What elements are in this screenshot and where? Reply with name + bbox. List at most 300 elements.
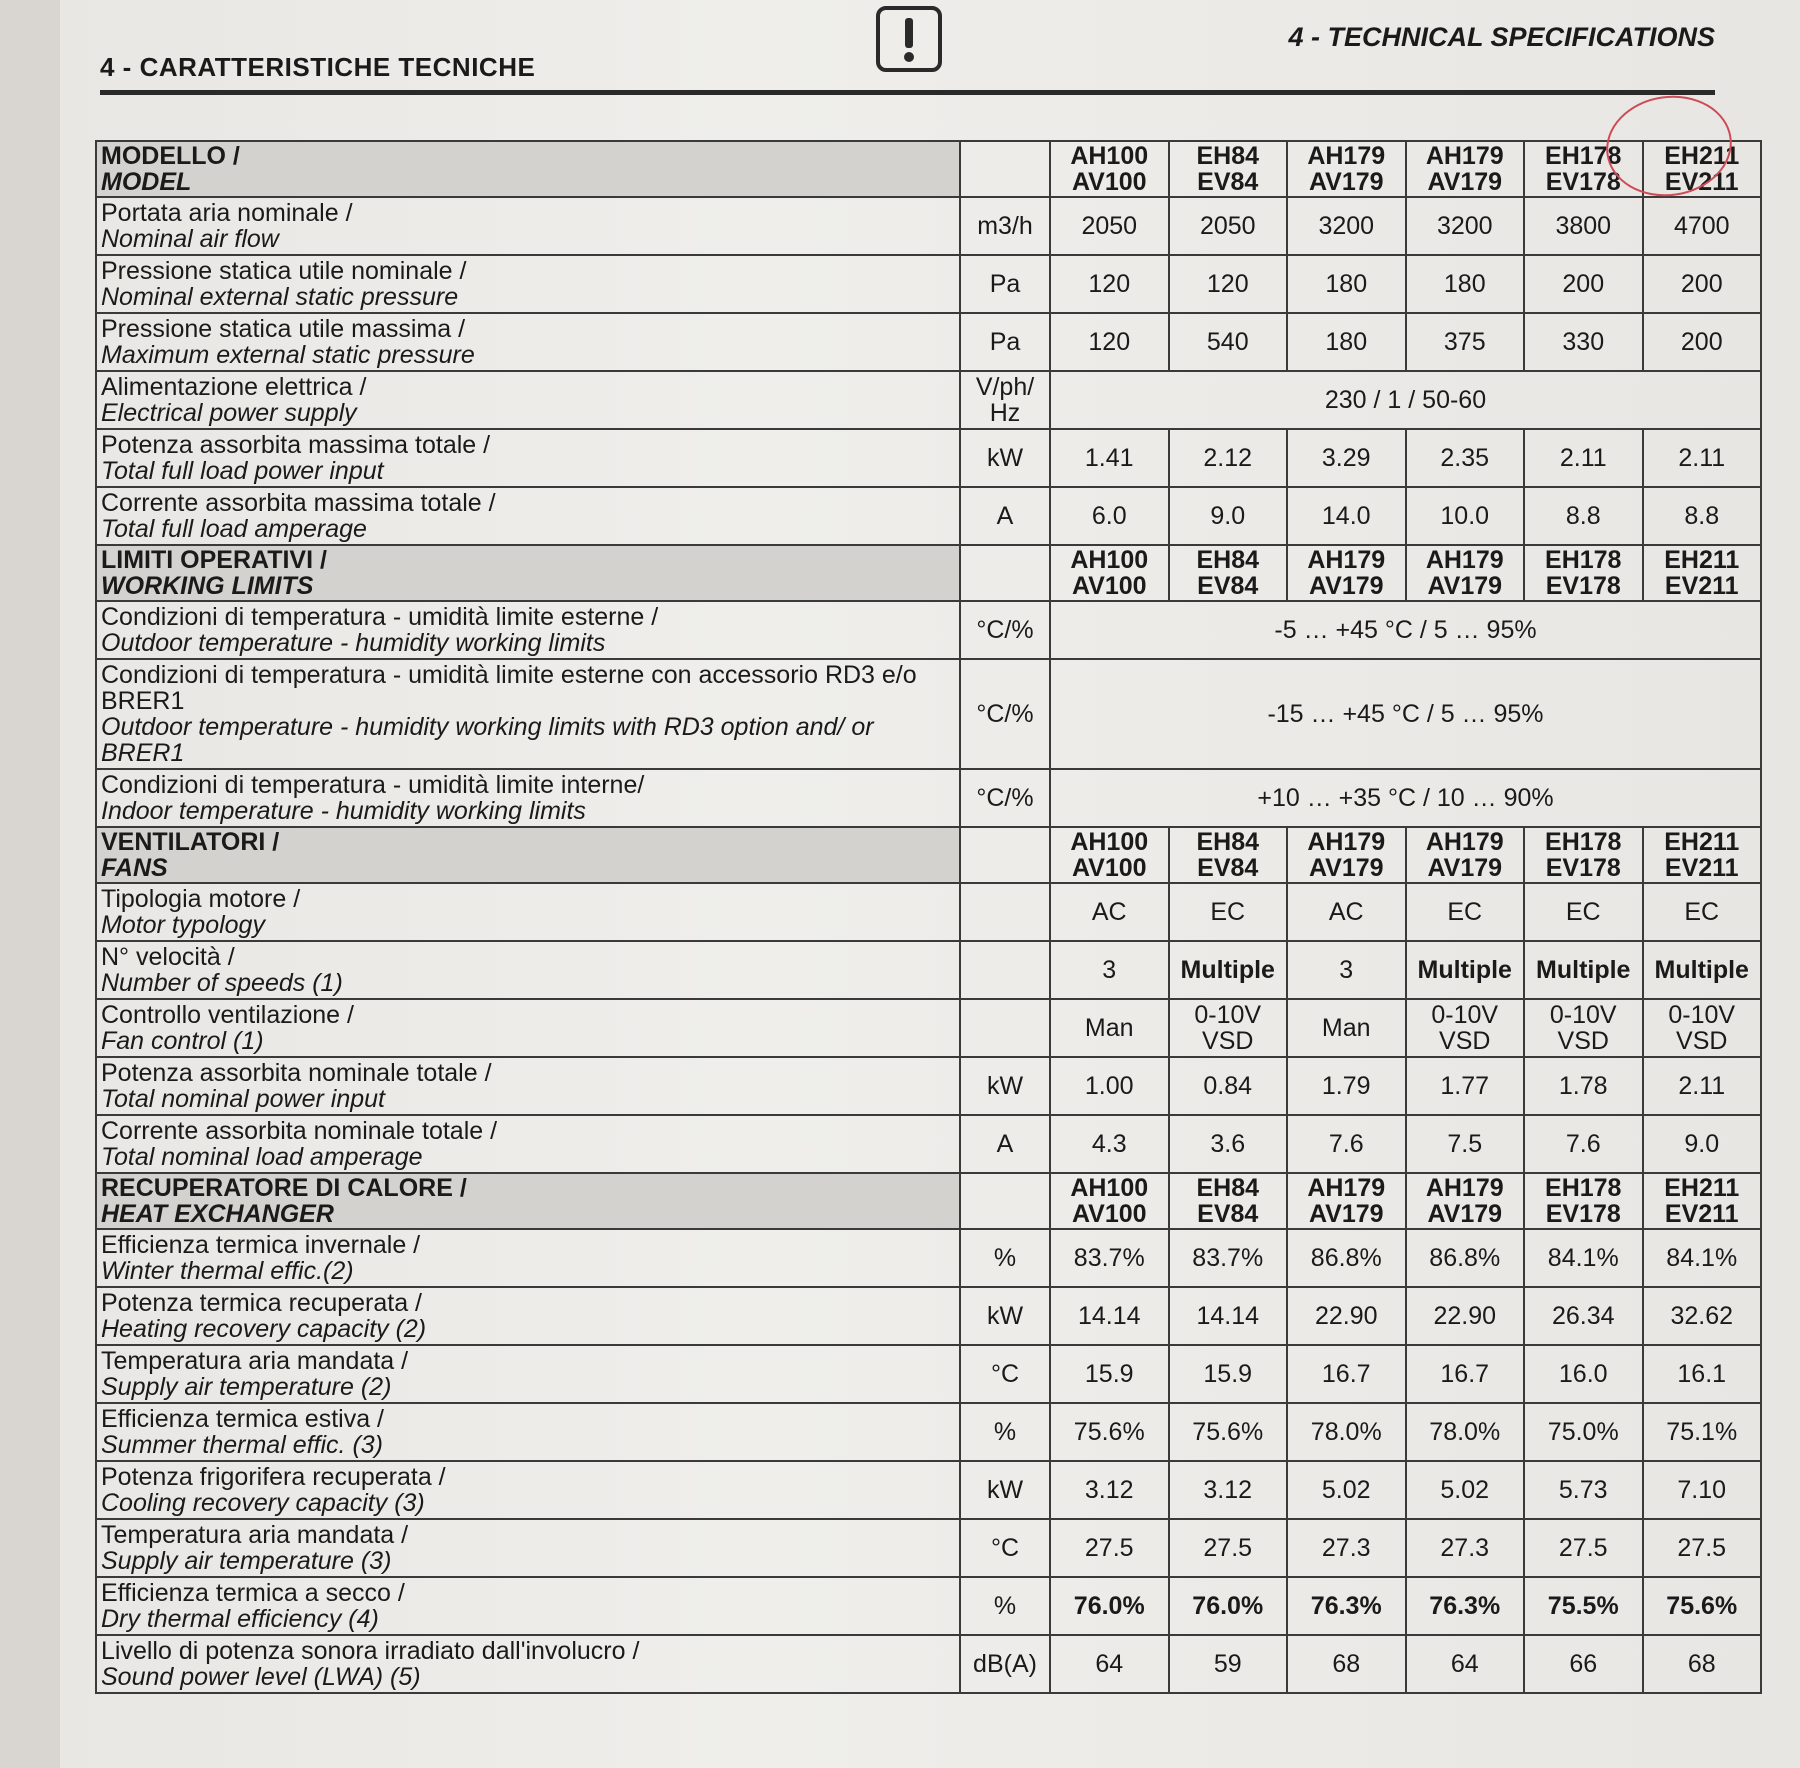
model-code-line1: EH178 [1545,828,1622,856]
value-cell [1050,999,1169,1057]
model-code-line1: EH211 [1664,546,1740,574]
value-cell: 6.0 [1050,487,1169,545]
label-english: Total full load amperage [101,515,367,543]
value-cell: 1.78 [1524,1057,1643,1115]
model-code-line2: EV178 [1545,854,1621,882]
value-cell: 1.41 [1050,429,1169,487]
label-italian: Corrente assorbita nominale totale / [101,1117,498,1145]
data-row [96,371,1761,429]
label-english: HEAT EXCHANGER [101,1200,334,1228]
label-english: Total nominal load amperage [101,1143,423,1171]
value-cell: 8.8 [1524,487,1643,545]
model-code-line2: EV211 [1664,854,1739,882]
label-english: MODEL [101,168,192,196]
value-cell: 2.11 [1643,1057,1762,1115]
unit-cell: °C/% [960,769,1050,827]
label-english: Indoor temperature - humidity working limits [101,797,586,825]
label-english: Total nominal power input [101,1085,385,1113]
value-cell: 5.02 [1406,1461,1525,1519]
value-cell: 5.73 [1524,1461,1643,1519]
unit-cell: °C/% [960,601,1050,659]
label-italian: Tipologia motore / [101,885,301,913]
model-code-line1: AH100 [1070,142,1149,170]
model-code-line1: EH84 [1196,828,1260,856]
spanned-value: -5 … +45 °C / 5 … 95% [1050,601,1761,659]
label-italian: Potenza frigorifera recuperata / [101,1463,446,1491]
section-heading [96,1173,960,1229]
row-label [96,1519,960,1577]
model-code-line1: AH179 [1425,828,1504,856]
label-english: Motor typology [101,911,265,939]
value-cell: 9.0 [1643,1115,1762,1173]
value-cell: 2.11 [1524,429,1643,487]
value-cell: 4.3 [1050,1115,1169,1173]
unit-cell-empty [960,545,1050,601]
model-code-line1: AH100 [1070,828,1149,856]
value-cell: 76.0% [1050,1577,1169,1635]
model-header-cell [1287,141,1406,197]
model-code-line2: EV211 [1664,168,1739,196]
row-label [96,1345,960,1403]
model-code-line1: AH179 [1307,1174,1386,1202]
unit-cell: °C [960,1345,1050,1403]
row-label [96,313,960,371]
model-code-line1: EH211 [1664,828,1740,856]
data-row [96,883,1761,941]
page-header [0,0,1800,110]
value-cell: 75.6% [1050,1403,1169,1461]
value-line: 0-10V [1549,1001,1617,1029]
data-row [96,769,1761,827]
model-header-cell [1169,141,1288,197]
model-code-line2: EV211 [1664,1200,1739,1228]
value-cell: 2.12 [1169,429,1288,487]
unit-cell: m3/h [960,197,1050,255]
value-cell: 16.0 [1524,1345,1643,1403]
value-cell: EC [1169,883,1288,941]
model-header-cell [1287,545,1406,601]
value-cell: 14.14 [1169,1287,1288,1345]
row-label [96,769,960,827]
unit-cell-empty [960,1173,1050,1229]
model-header-cell [1406,141,1525,197]
unit-cell: V/ph/ Hz [960,371,1050,429]
model-code-line2: EV84 [1197,168,1259,196]
value-cell: 1.00 [1050,1057,1169,1115]
value-cell: 76.0% [1169,1577,1288,1635]
model-code-line2: EV84 [1197,1200,1259,1228]
model-code-line2: AV100 [1071,168,1147,196]
value-cell: 330 [1524,313,1643,371]
value-line: 0-10V [1668,1001,1736,1029]
model-code-line2: AV179 [1308,854,1384,882]
value-cell: 180 [1287,313,1406,371]
value-line: VSD [1557,1027,1609,1055]
value-cell: 22.90 [1406,1287,1525,1345]
model-code-line1: EH178 [1545,1174,1622,1202]
model-header-cell [1050,545,1169,601]
specifications-table [95,140,1762,1694]
value-line: VSD [1202,1027,1254,1055]
data-row [96,1115,1761,1173]
unit-cell-empty [960,141,1050,197]
value-cell: 84.1% [1643,1229,1762,1287]
model-header-cell [1406,827,1525,883]
label-italian: LIMITI OPERATIVI / [101,546,327,574]
value-cell: 75.0% [1524,1403,1643,1461]
value-cell: 15.9 [1169,1345,1288,1403]
model-code-line2: AV179 [1427,168,1503,196]
model-code-line1: AH179 [1425,1174,1504,1202]
value-cell: 7.6 [1287,1115,1406,1173]
label-italian: Potenza assorbita nominale totale / [101,1059,492,1087]
value-cell: 68 [1643,1635,1762,1693]
model-code-line2: AV100 [1071,1200,1147,1228]
value-cell [1406,999,1525,1057]
value-cell: 27.3 [1287,1519,1406,1577]
model-code-line1: AH100 [1070,1174,1149,1202]
value-cell: Multiple [1524,941,1643,999]
value-cell: 14.14 [1050,1287,1169,1345]
value-line: VSD [1439,1027,1491,1055]
value-cell: 27.5 [1050,1519,1169,1577]
value-cell: 3 [1287,941,1406,999]
value-cell: EC [1643,883,1762,941]
model-header-cell [1406,545,1525,601]
value-cell: 540 [1169,313,1288,371]
value-cell: 3.12 [1050,1461,1169,1519]
model-code-line1: EH178 [1545,142,1622,170]
value-cell: 2050 [1050,197,1169,255]
value-cell: 3.6 [1169,1115,1288,1173]
row-label [96,883,960,941]
model-header-cell [1643,827,1762,883]
label-english: Supply air temperature (3) [101,1547,392,1575]
value-cell: Multiple [1406,941,1525,999]
value-cell: 120 [1169,255,1288,313]
section-row-model [96,141,1761,197]
value-line: Man [1084,1014,1134,1042]
value-cell: 64 [1050,1635,1169,1693]
value-cell: 27.3 [1406,1519,1525,1577]
value-line: 0-10V [1194,1001,1262,1029]
value-cell: 78.0% [1406,1403,1525,1461]
row-label [96,1057,960,1115]
model-header-cell [1643,1173,1762,1229]
label-italian: N° velocità / [101,943,235,971]
value-cell: 66 [1524,1635,1643,1693]
label-english: Dry thermal efficiency (4) [101,1605,379,1633]
model-code-line2: EV84 [1197,854,1259,882]
label-english: Fan control (1) [101,1027,264,1055]
model-code-line1: AH179 [1307,546,1386,574]
value-cell: 3200 [1287,197,1406,255]
value-cell: 15.9 [1050,1345,1169,1403]
value-cell: 16.7 [1406,1345,1525,1403]
row-label [96,1115,960,1173]
label-english: Sound power level (LWA) (5) [101,1663,421,1691]
label-english: WORKING LIMITS [101,572,314,600]
value-cell: 120 [1050,313,1169,371]
data-row [96,1635,1761,1693]
label-english: FANS [101,854,168,882]
value-cell: 27.5 [1169,1519,1288,1577]
label-italian: Condizioni di temperatura - umidità limite esterne con accessorio RD3 e/o BRER1 [101,661,917,715]
unit-cell [960,999,1050,1057]
label-english: Outdoor temperature - humidity working limits [101,629,606,657]
label-italian: Efficienza termica a secco / [101,1579,405,1607]
row-label [96,197,960,255]
model-code-line2: AV100 [1071,854,1147,882]
value-cell: 68 [1287,1635,1406,1693]
data-row [96,601,1761,659]
value-cell: 76.3% [1406,1577,1525,1635]
model-code-line1: EH84 [1196,1174,1260,1202]
value-cell: 120 [1050,255,1169,313]
value-cell: 200 [1643,255,1762,313]
label-italian: Corrente assorbita massima totale / [101,489,496,517]
label-italian: RECUPERATORE DI CALORE / [101,1174,467,1202]
model-code-line2: AV179 [1427,572,1503,600]
section-heading [96,545,960,601]
value-cell: 2.11 [1643,429,1762,487]
unit-cell: kW [960,1057,1050,1115]
row-label [96,429,960,487]
label-italian: Pressione statica utile massima / [101,315,466,343]
row-label [96,1403,960,1461]
label-italian: Controllo ventilazione / [101,1001,354,1029]
value-cell: 200 [1524,255,1643,313]
model-code-line2: AV179 [1427,854,1503,882]
label-italian: Pressione statica utile nominale / [101,257,467,285]
value-cell: 83.7% [1050,1229,1169,1287]
section-heading [96,827,960,883]
data-row [96,487,1761,545]
value-cell: 3.29 [1287,429,1406,487]
value-cell: 78.0% [1287,1403,1406,1461]
model-code-line2: AV179 [1308,572,1384,600]
value-cell: 64 [1406,1635,1525,1693]
data-row [96,659,1761,769]
row-label [96,999,960,1057]
value-cell: 3.12 [1169,1461,1288,1519]
data-row [96,429,1761,487]
unit-cell [960,883,1050,941]
value-cell: 86.8% [1406,1229,1525,1287]
value-cell: 9.0 [1169,487,1288,545]
label-english: Winter thermal effic.(2) [101,1257,354,1285]
model-header-cell [1050,1173,1169,1229]
label-english: Heating recovery capacity (2) [101,1315,427,1343]
unit-cell: kW [960,1461,1050,1519]
value-cell: 180 [1406,255,1525,313]
row-label [96,601,960,659]
value-cell [1169,999,1288,1057]
section-row-exchanger [96,1173,1761,1229]
model-code-line2: AV179 [1308,1200,1384,1228]
header-title-italian: 4 - CARATTERISTICHE TECNICHE [100,52,536,82]
label-italian: Portata aria nominale / [101,199,353,227]
unit-cell [960,941,1050,999]
model-code-line2: EV178 [1545,1200,1621,1228]
label-english: Maximum external static pressure [101,341,475,369]
label-italian: Livello di potenza sonora irradiato dall'involucro / [101,1637,640,1665]
unit-cell-empty [960,827,1050,883]
data-row [96,1057,1761,1115]
unit-cell: dB(A) [960,1635,1050,1693]
model-header-cell [1050,141,1169,197]
row-label [96,371,960,429]
model-code-line1: AH179 [1425,142,1504,170]
unit-cell: % [960,1229,1050,1287]
value-cell: 83.7% [1169,1229,1288,1287]
value-cell: 10.0 [1406,487,1525,545]
model-code-line1: AH179 [1307,142,1386,170]
value-cell: 8.8 [1643,487,1762,545]
value-cell: 59 [1169,1635,1288,1693]
model-header-cell [1524,141,1643,197]
label-english: Outdoor temperature - humidity working limits with RD3 option and/ or BRER1 [101,713,874,767]
label-italian: Condizioni di temperatura - umidità limite interne/ [101,771,645,799]
section-row-limits [96,545,1761,601]
value-cell: 7.6 [1524,1115,1643,1173]
model-header-cell [1287,827,1406,883]
data-row [96,1229,1761,1287]
model-code-line1: AH179 [1307,828,1386,856]
value-cell [1643,999,1762,1057]
value-cell: 2050 [1169,197,1288,255]
model-header-cell [1287,1173,1406,1229]
value-cell: 32.62 [1643,1287,1762,1345]
value-cell: 86.8% [1287,1229,1406,1287]
model-header-cell [1643,141,1762,197]
unit-cell: A [960,487,1050,545]
model-code-line2: AV179 [1308,168,1384,196]
model-header-cell [1050,827,1169,883]
unit-cell: Pa [960,255,1050,313]
row-label [96,1461,960,1519]
label-italian: Efficienza termica estiva / [101,1405,384,1433]
value-cell: 375 [1406,313,1525,371]
value-cell: Multiple [1169,941,1288,999]
label-english: Total full load power input [101,457,384,485]
label-english: Nominal air flow [101,225,279,253]
label-italian: MODELLO / [101,142,240,170]
data-row [96,999,1761,1057]
data-row [96,1403,1761,1461]
label-italian: VENTILATORI / [101,828,280,856]
unit-cell: °C/% [960,659,1050,769]
header-title-english: 4 - TECHNICAL SPECIFICATIONS [1288,22,1715,52]
value-cell: 7.5 [1406,1115,1525,1173]
label-english: Electrical power supply [101,399,357,427]
data-row [96,1519,1761,1577]
data-row [96,941,1761,999]
data-row [96,1345,1761,1403]
value-cell [1524,999,1643,1057]
value-cell: 22.90 [1287,1287,1406,1345]
value-cell: 3 [1050,941,1169,999]
data-row [96,197,1761,255]
warning-icon [876,6,942,72]
value-line: 0-10V [1431,1001,1499,1029]
model-code-line2: EV178 [1545,572,1621,600]
model-code-line2: EV178 [1545,168,1621,196]
value-line: Man [1321,1014,1371,1042]
value-cell: AC [1050,883,1169,941]
value-cell: 3200 [1406,197,1525,255]
label-italian: Efficienza termica invernale / [101,1231,421,1259]
unit-cell: kW [960,1287,1050,1345]
model-header-cell [1524,1173,1643,1229]
model-header-cell [1169,1173,1288,1229]
value-cell: 75.6% [1643,1577,1762,1635]
value-cell: 1.77 [1406,1057,1525,1115]
spanned-value: +10 … +35 °C / 10 … 90% [1050,769,1761,827]
model-code-line2: AV100 [1071,572,1147,600]
row-label [96,255,960,313]
value-cell: 2.35 [1406,429,1525,487]
value-cell: 16.7 [1287,1345,1406,1403]
label-english: Nominal external static pressure [101,283,459,311]
value-cell [1287,999,1406,1057]
value-cell: EC [1524,883,1643,941]
value-cell: 84.1% [1524,1229,1643,1287]
model-code-line1: EH211 [1664,1174,1740,1202]
value-cell: 76.3% [1287,1577,1406,1635]
data-row [96,1287,1761,1345]
label-english: Cooling recovery capacity (3) [101,1489,425,1517]
model-code-line1: EH211 [1664,142,1740,170]
value-cell: 180 [1287,255,1406,313]
model-header-cell [1169,545,1288,601]
label-italian: Temperatura aria mandata / [101,1347,409,1375]
model-code-line1: AH100 [1070,546,1149,574]
row-label [96,941,960,999]
row-label [96,487,960,545]
label-italian: Alimentazione elettrica / [101,373,367,401]
value-cell: 7.10 [1643,1461,1762,1519]
model-code-line2: AV179 [1427,1200,1503,1228]
value-cell: Multiple [1643,941,1762,999]
value-cell: 75.1% [1643,1403,1762,1461]
data-row [96,1461,1761,1519]
value-cell: 27.5 [1643,1519,1762,1577]
model-code-line2: EV84 [1197,572,1259,600]
value-cell: 1.79 [1287,1057,1406,1115]
unit-cell: % [960,1577,1050,1635]
value-cell: 75.5% [1524,1577,1643,1635]
value-cell: 27.5 [1524,1519,1643,1577]
label-italian: Temperatura aria mandata / [101,1521,409,1549]
row-label [96,659,960,769]
label-english: Supply air temperature (2) [101,1373,392,1401]
label-english: Summer thermal effic. (3) [101,1431,384,1459]
value-cell: 26.34 [1524,1287,1643,1345]
model-header-cell [1643,545,1762,601]
section-heading [96,141,960,197]
model-code-line1: EH84 [1196,546,1260,574]
model-code-line1: EH84 [1196,142,1260,170]
value-cell: EC [1406,883,1525,941]
model-code-line1: AH179 [1425,546,1504,574]
unit-cell: % [960,1403,1050,1461]
section-row-fans [96,827,1761,883]
model-header-cell [1524,545,1643,601]
label-italian: Condizioni di temperatura - umidità limite esterne / [101,603,659,631]
model-header-cell [1524,827,1643,883]
value-cell: 5.02 [1287,1461,1406,1519]
